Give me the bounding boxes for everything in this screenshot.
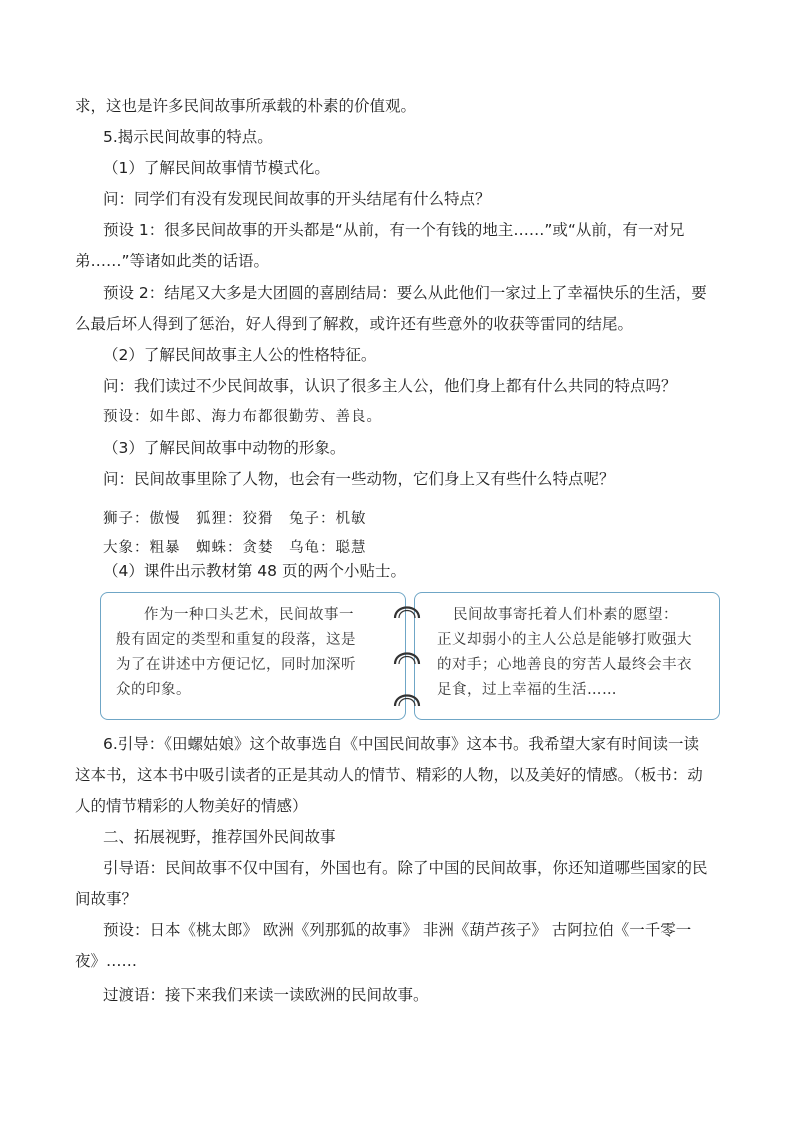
tip-card-line: 众的印象。 xyxy=(116,682,191,698)
section-heading: 5.揭示民间故事的特点。 xyxy=(103,128,273,146)
question-line: 问：同学们有没有发现民间故事的开头结尾有什么特点？ xyxy=(103,190,491,208)
paragraph-line: 6.引导：《田螺姑娘》这个故事选自《中国民间故事》这本书。我希望大家有时间读一读 xyxy=(103,735,700,753)
answer-line: 预设 2：结尾又大多是大团圆的喜剧结局：要么从此他们一家过上了幸福快乐的生活，要 xyxy=(103,284,707,302)
tip-card-line: 作为一种口头艺术，民间故事一 xyxy=(144,607,354,623)
paragraph-line: 人的情节精彩的人物美好的情感） xyxy=(75,797,308,815)
animal-traits-line: 大象：粗暴 蜘蛛：贪婪 乌龟：聪慧 xyxy=(103,540,367,556)
answer-line: 预设：如牛郎、海力布都很勤劳、善良。 xyxy=(103,409,382,425)
tip-card-left xyxy=(100,592,406,720)
tip-card-line: 为了在讲述中方便记忆，同时加深听 xyxy=(116,657,356,673)
tip-card-line: 般有固定的类型和重复的段落，这是 xyxy=(116,632,356,648)
question-line: 问：民间故事里除了人物，也会有一些动物，它们身上又有些什么特点呢？ xyxy=(103,470,615,488)
answer-line: 预设 1：很多民间故事的开头都是“从前，有一个有钱的地主……”或“从前，有一对兄 xyxy=(103,221,685,239)
subsection-heading: （3）了解民间故事中动物的形象。 xyxy=(103,439,346,457)
section-heading: 二、拓展视野，推荐国外民间故事 xyxy=(103,828,336,846)
tip-card-right xyxy=(414,592,720,720)
paragraph-line: 夜》…… xyxy=(75,952,138,970)
tip-card-line: 足食，过上幸福的生活…… xyxy=(437,682,617,698)
paragraph-line: 么最后坏人得到了惩治，好人得到了解救，或许还有些意外的收获等雷同的结尾。 xyxy=(75,315,634,333)
answer-line: 预设：日本《桃太郎》 欧洲《列那狐的故事》 非洲《葫芦孩子》 古阿拉伯《一千零一 xyxy=(103,921,692,939)
subsection-heading: （2）了解民间故事主人公的性格特征。 xyxy=(103,346,377,364)
tip-card-line: 民间故事寄托着人们朴素的愿望： xyxy=(453,607,678,623)
paragraph-line: 这本书，这本书中吸引读者的正是其动人的情节、精彩的人物，以及美好的情感。（板书：动 xyxy=(75,766,703,784)
paragraph-line: 引导语：民间故事不仅中国有，外国也有。除了中国的民间故事，你还知道哪些国家的民 xyxy=(103,859,708,877)
paragraph-line: 间故事？ xyxy=(75,890,138,908)
tip-card-line: 正义却弱小的主人公总是能够打败强大 xyxy=(437,632,692,648)
paragraph-line: 求，这也是许多民间故事所承载的朴素的价值观。 xyxy=(75,97,417,115)
binder-ring-icon xyxy=(392,688,422,710)
question-line: 问：我们读过不少民间故事，认识了很多主人公，他们身上都有什么共同的特点吗？ xyxy=(103,377,677,395)
subsection-heading: （4）课件出示教材第 48 页的两个小贴士。 xyxy=(103,562,406,580)
binder-ring-icon xyxy=(392,646,422,668)
paragraph-line: 过渡语：接下来我们来读一读欧洲的民间故事。 xyxy=(103,986,429,1004)
binder-ring-icon xyxy=(392,600,422,622)
subsection-heading: （1）了解民间故事情节模式化。 xyxy=(103,159,330,177)
animal-traits-line: 狮子：傲慢 狐狸：狡猾 兔子：机敏 xyxy=(103,511,367,527)
paragraph-line: 弟……”等诸如此类的话语。 xyxy=(75,252,270,270)
tip-card-line: 的对手；心地善良的穷苦人最终会丰衣 xyxy=(437,657,692,673)
